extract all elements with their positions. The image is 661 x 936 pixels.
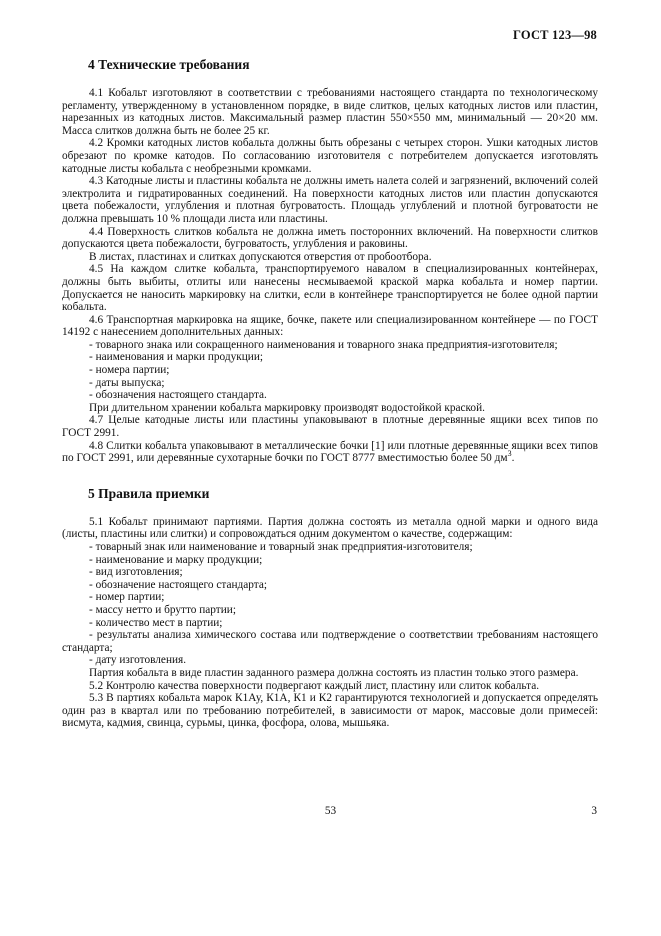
paragraph-4-2: 4.2 Кромки катодных листов кобальта должны быть обрезаны с четырех сторон. Ушки катодных листов обрезают по кромке катодов. По согласованию изготовителя с потребителем допускается изготовлять катодные листы кобальта с необрезными кромками. [62,137,598,175]
paragraph-4-6-note: При длительном хранении кобальта маркировку производят водостойкой краской. [89,401,485,414]
section-heading: 4 Технические требования [88,57,250,72]
list-item: - дату изготовления. [89,654,187,667]
list-item: - товарного знака или сокращенного наименования и товарного знака предприятия-изготовителя; [89,338,558,351]
paragraph-4-4-note: В листах, пластинах и слитках допускаются отверстия от пробоотбора. [89,250,432,263]
paragraph-5-3: 5.3 В партиях кобальта марок К1Ау, К1А, К1 и К2 гарантируются технологией и допускается определять один раз в квартал или по требованию потребителей, в зависимости от марок, массовые доли примесей: висмута, кадмия, свинца, сурьмы, цинка, фосфора, олова, мышьяка. [62,692,598,730]
paragraph-4-5: 4.5 На каждом слитке кобальта, транспортируемого навалом в специализированных контейнерах, должны быть выбиты, отлиты или нанесены несмываемой краской марка кобальта и номер партии. Допускается не наносить маркировку на слитки, если в контейнере транспортируется не более одной партии кобальта. [62,263,598,314]
list-item: - вид изготовления; [89,566,183,579]
list-item: - обозначения настоящего стандарта. [89,389,267,402]
section-4 [62,57,598,465]
paragraph-4-4: 4.4 Поверхность слитков кобальта не должна иметь посторонних включений. На поверхности слитков допускаются цвета побежалости, бугроватость, углубления и раковины. [62,225,598,251]
list-item: - наименования и марки продукции; [89,351,263,364]
page-number: 3 [591,805,597,817]
list-item: - номера партии; [89,364,170,377]
section-heading: 5 Правила приемки [88,485,210,501]
list-item: - результаты анализа химического состава или подтверждение о соответствии требованиям настоящего стандарта; [62,629,598,654]
section-5 [62,486,598,730]
paragraph-5-1: 5.1 Кобальт принимают партиями. Партия должна состоять из металла одной марки и одного вида (листы, пластины или слитки) и сопровождаться одним документом о качестве, содержащим: [62,515,598,541]
paragraph-4-7: 4.7 Целые катодные листы или пластины упаковывают в плотные деревянные ящики всех типов по ГОСТ 2991. [62,414,598,440]
paragraph-end: . [511,452,515,465]
paragraph-5-1-note: Партия кобальта в виде пластин заданного размера должна состоять из пластин только этого размера. [89,666,579,679]
paragraph-5-2: 5.2 Контролю качества поверхности подвергают каждый лист, пластину или слиток кобальта. [89,679,540,692]
list-item: - количество мест в партии; [89,616,223,629]
document-body [62,57,598,730]
paragraph-4-8 [62,440,598,465]
document-code-header: ГОСТ 123—98 [513,28,597,42]
list-item: - товарный знак или наименование и товарный знак предприятия-изготовителя; [89,541,473,553]
list-item: - массу нетто и брутто партии; [89,603,236,616]
paragraph-4-8-text: 4.8 Слитки кобальта упаковывают в металлические бочки [1] или плотные деревянные ящики всех типов по ГОСТ 2991, или деревянные сухотарные бочки по ГОСТ 8777 вместимостью более 50 дм [62,439,598,465]
list-item: - обозначение настоящего стандарта; [89,578,267,591]
paragraph-4-3: 4.3 Катодные листы и пластины кобальта не должны иметь налета солей и загрязнений, включений солей электролита и гидратированных соединений. На поверхности катодных листов или пластин допускаются цвета побежалости, углубления и плотная бугроватость. Площадь углублений и плотной бугроватости не должна превышать 10 % площади листа или пластины. [62,175,598,225]
paragraph-4-1: 4.1 Кобальт изготовляют в соответствии с требованиями настоящего стандарта по технологическому регламенту, утвержденному в установленном порядке, в виде слитков, целых катодных листов или пластин, нарезанных из катодных листов. Максимальный размер пластин 550×550 мм, минимальный — 20×20 мм. Масса слитков должна быть не более 25 кг. [62,87,598,137]
superscript: 3 [507,449,512,459]
footer-sequence-number: 53 [324,805,337,817]
list-item: - даты выпуска; [89,376,165,389]
paragraph-4-6: 4.6 Транспортная маркировка на ящике, бочке, пакете или специализированном контейнере — по ГОСТ 14192 с нанесением дополнительных данных: [62,313,598,339]
list-item: - наименование и марку продукции; [89,553,263,566]
list-item: - номер партии; [89,591,165,604]
